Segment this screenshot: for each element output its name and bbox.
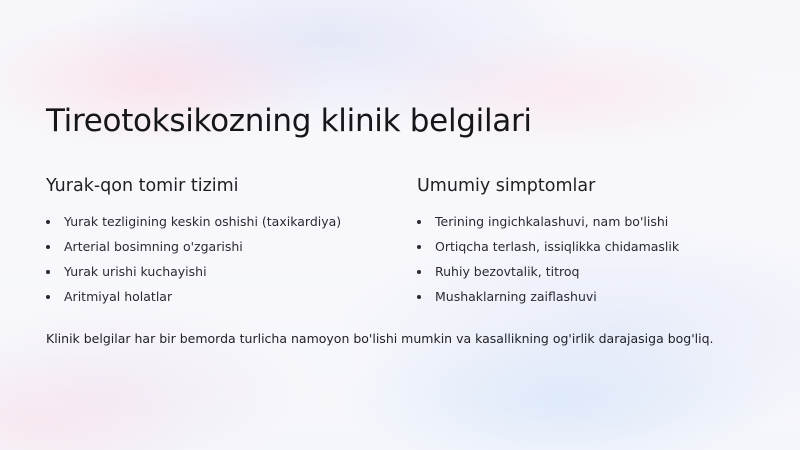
- list-item-text: Yurak urishi kuchayishi: [64, 264, 207, 279]
- list-item: [46, 214, 406, 239]
- slide-title: Tireotoksikozning klinik belgilari: [46, 103, 532, 139]
- list-item-text: Yurak tezligining keskin oshishi (taxikardiya): [64, 214, 342, 229]
- column-heading: Umumiy simptomlar: [417, 176, 596, 196]
- bullet-icon: [417, 295, 421, 299]
- list-item: [46, 289, 406, 314]
- column-heading: Yurak-qon tomir tizimi: [46, 176, 239, 196]
- list-item: [417, 239, 777, 264]
- list-item: [417, 289, 777, 314]
- list-item: [417, 264, 777, 289]
- bullet-icon: [46, 220, 50, 224]
- bullet-icon: [46, 270, 50, 274]
- bullet-icon: [417, 270, 421, 274]
- bullet-icon: [417, 245, 421, 249]
- list-item-text: Arterial bosimning o'zgarishi: [64, 239, 243, 254]
- list-item-text: Aritmiyal holatlar: [64, 289, 173, 304]
- bullet-icon: [417, 220, 421, 224]
- column-cardiovascular: [46, 176, 406, 314]
- list-item-text: Ruhiy bezovtalik, titroq: [435, 264, 580, 279]
- bullet-list: [417, 214, 777, 314]
- list-item: [417, 214, 777, 239]
- list-item-text: Mushaklarning zaiflashuvi: [435, 289, 597, 304]
- bullet-icon: [46, 295, 50, 299]
- bullet-icon: [46, 245, 50, 249]
- list-item-text: Terining ingichkalashuvi, nam bo'lishi: [435, 214, 669, 229]
- column-general-symptoms: [417, 176, 777, 314]
- list-item: [46, 264, 406, 289]
- bullet-list: [46, 214, 406, 314]
- list-item: [46, 239, 406, 264]
- list-item-text: Ortiqcha terlash, issiqlikka chidamaslik: [435, 239, 680, 254]
- footer-note: Klinik belgilar har bir bemorda turlicha namoyon bo'lishi mumkin va kasallikning og'irlik darajasiga bog'liq.: [46, 331, 714, 346]
